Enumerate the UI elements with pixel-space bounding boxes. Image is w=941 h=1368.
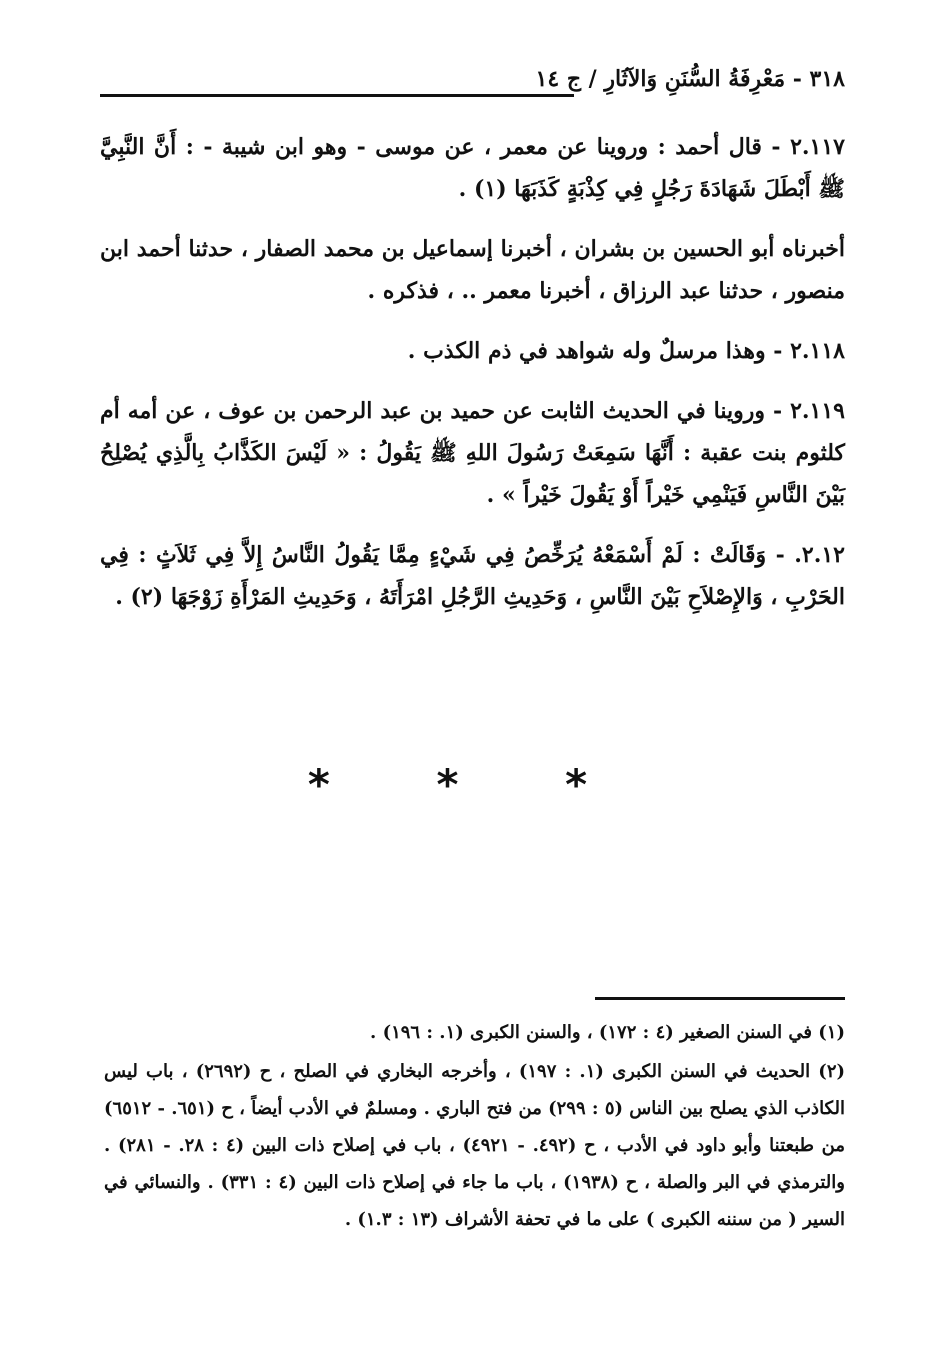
paragraph-isnad: أخبرناه أبو الحسين بن بشران ، أخبرنا إسماعيل بن محمد الصفار ، حدثنا أحمد ابن منصور ، حدثنا عبد الرزاق ، أخبرنا معمر .. ، فذكره .	[100, 236, 845, 304]
page-header	[100, 64, 845, 104]
running-head: ٣١٨ - مَعْرِفَةُ السُّنَنِ وَالآثَارِ / ج ١٤	[535, 66, 845, 92]
footnote-1: (١) في السنن الصغير (٤ : ١٧٢) ، والسنن الكبرى (١. : ١٩٦) .	[370, 1022, 845, 1043]
footnote-rule	[595, 997, 845, 1000]
footnotes	[104, 1014, 845, 1240]
footnote-2: (٢) الحديث في السنن الكبرى (١. : ١٩٧) ، وأخرجه البخاري في الصلح ، ح (٢٦٩٢) ، باب ليس الكاذب الذي يصلح بين الناس (٥ : ٢٩٩) من فتح الباري . ومسلمٌ في الأدب أيضاً ، ح (٦٥١. - ٦٥١٢) من طبعتنا وأبو داود في الأدب ، ح (٤٩٢. - ٤٩٢١) ، باب في إصلاح ذات البين (٤ : ٢٨. - ٢٨١) . والترمذي في البر والصلة ، ح (١٩٣٨) ، باب ما جاء في إصلاح ذات البين (٤ : ٣٣١) . والنسائي في السير ( من سننه الكبرى ) على ما في تحفة الأشراف (١٣ : ١.٣) .	[104, 1061, 846, 1230]
section-separator: * * *	[307, 760, 634, 809]
paragraph-2118: ٢.١١٨ - وهذا مرسلٌ وله شواهد في ذم الكذب .	[407, 338, 845, 364]
paragraph-2120: ٢.١٢. - وَقَالَتْ : لَمْ أَسْمَعْهُ يُرَخِّصُ فِي شَيْءٍ مِمَّا يَقُولُ النَّاسُ إِلاَّ فِي ثَلاَثٍ : فِي الحَرْبِ ، وَالإِصْلاَحِ بَيْنَ النَّاسِ ، وَحَدِيثِ الرَّجُلِ امْرَأَتَهُ ، وَحَدِيثِ المَرْأَةِ زَوْجَهَا (٢) .	[100, 542, 845, 610]
header-rule	[100, 94, 574, 97]
paragraph-2119: ٢.١١٩ - وروينا في الحديث الثابت عن حميد بن عبد الرحمن بن عوف ، عن أمه أم كلثوم بنت عقبة : أَنَّهَا سَمِعَتْ رَسُولَ اللهِ ﷺ يَقُولُ : « لَيْسَ الكَذَّابُ بِالَّذِي يُصْلِحُ بَيْنَ النَّاسِ فَيَنْمِي خَيْراً أَوْ يَقُولَ خَيْراً » .	[100, 398, 845, 508]
paragraph-2117: ٢.١١٧ - قال أحمد : وروينا عن معمر ، عن موسى - وهو ابن شيبة - : أَنَّ النَّبِيَّ ﷺ أَبْطَلَ شَهَادَةَ رَجُلٍ فِي كِذْبَةٍ كَذَبَهَا (١) .	[100, 134, 845, 202]
main-text	[100, 126, 845, 636]
